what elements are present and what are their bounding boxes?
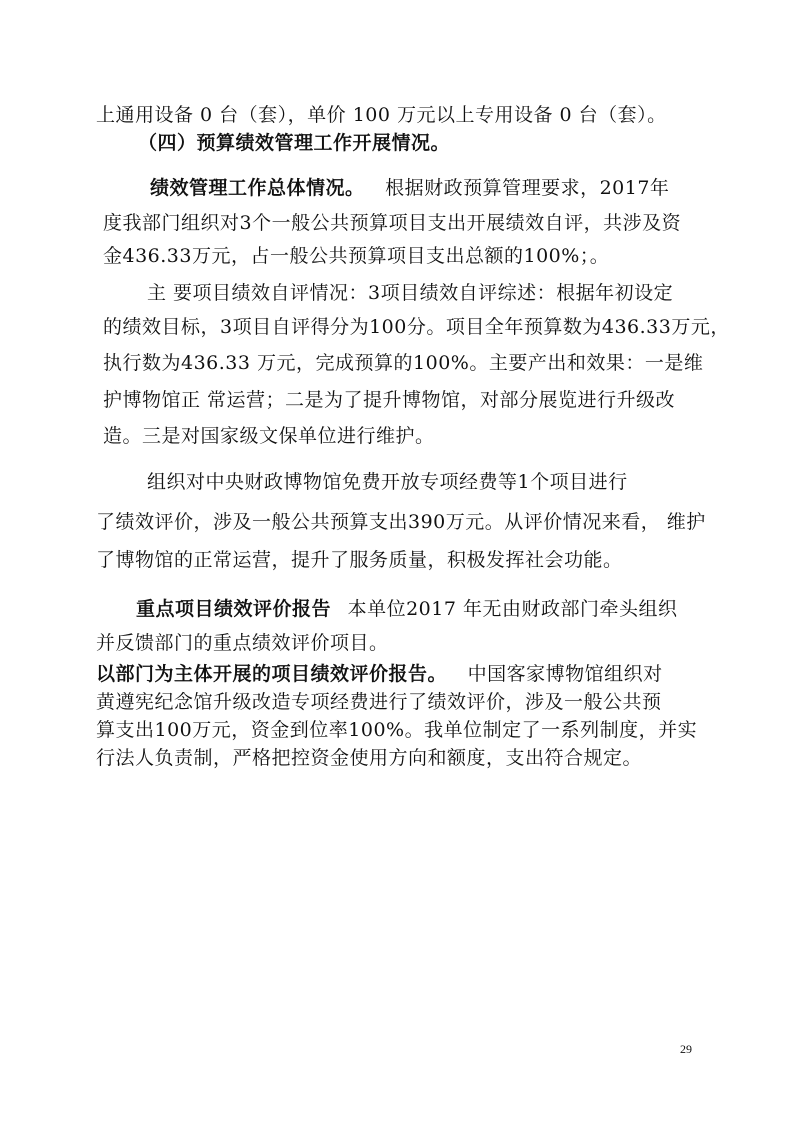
central-eval-line3: 了博物馆的正常运营，提升了服务质量，积极发挥社会功能。 bbox=[96, 549, 623, 571]
dept-project-line1 bbox=[96, 662, 663, 686]
self-eval-line4: 护博物馆正 常运营；二是为了提升博物馆，对部分展览进行升级改 bbox=[103, 389, 676, 411]
key-project-line1 bbox=[136, 597, 677, 621]
self-eval-line2: 的绩效目标，3项目自评得分为100分。项目全年预算数为436.33万元， bbox=[103, 316, 730, 338]
self-eval-line1: 主 要项目绩效自评情况：3项目绩效自评综述：根据年初设定 bbox=[147, 282, 674, 304]
overview-paragraph-line1 bbox=[150, 176, 669, 200]
key-project-line2: 并反馈部门的重点绩效评价项目。 bbox=[96, 632, 389, 654]
dept-project-line3: 算支出100万元，资金到位率100%。我单位制定了一系列制度，并实 bbox=[96, 719, 698, 741]
self-eval-line5: 造。三是对国家级文保单位进行维护。 bbox=[103, 425, 435, 447]
key-project-heading: 重点项目绩效评价报告 bbox=[136, 598, 332, 620]
overview-paragraph-line2: 度我部门组织对3个一般公共预算项目支出开展绩效自评，共涉及资 bbox=[103, 212, 682, 234]
dept-project-heading: 以部门为主体开展的项目绩效评价报告。 bbox=[96, 663, 448, 685]
dept-project-line4: 行法人负责制，严格把控资金使用方向和额度，支出符合规定。 bbox=[96, 747, 643, 769]
overview-text: 根据财政预算管理要求，2017年 bbox=[385, 177, 670, 199]
dept-project-line2: 黄遵宪纪念馆升级改造专项经费进行了绩效评价，涉及一般公共预 bbox=[96, 691, 662, 713]
overview-paragraph-line3: 金436.33万元，占一般公共预算项目支出总额的100%；。 bbox=[103, 245, 610, 267]
section-heading: （四）预算绩效管理工作开展情况。 bbox=[138, 132, 451, 154]
overview-heading: 绩效管理工作总体情况。 bbox=[150, 177, 365, 199]
dept-project-text: 中国客家博物馆组织对 bbox=[467, 663, 663, 685]
page-number: 29 bbox=[680, 1042, 692, 1056]
key-project-text: 本单位2017 年无由财政部门牵头组织 bbox=[347, 598, 678, 620]
self-eval-line3: 执行数为436.33 万元，完成预算的100%。主要产出和效果：一是维 bbox=[103, 352, 704, 374]
central-eval-line1: 组织对中央财政博物馆免费开放专项经费等1个项目进行 bbox=[147, 471, 628, 493]
equipment-line: 上通用设备 0 台（套），单价 100 万元以上专用设备 0 台（套）。 bbox=[96, 104, 667, 126]
central-eval-line2: 了绩效评价，涉及一般公共预算支出390万元。从评价情况来看， 维护 bbox=[96, 511, 706, 533]
